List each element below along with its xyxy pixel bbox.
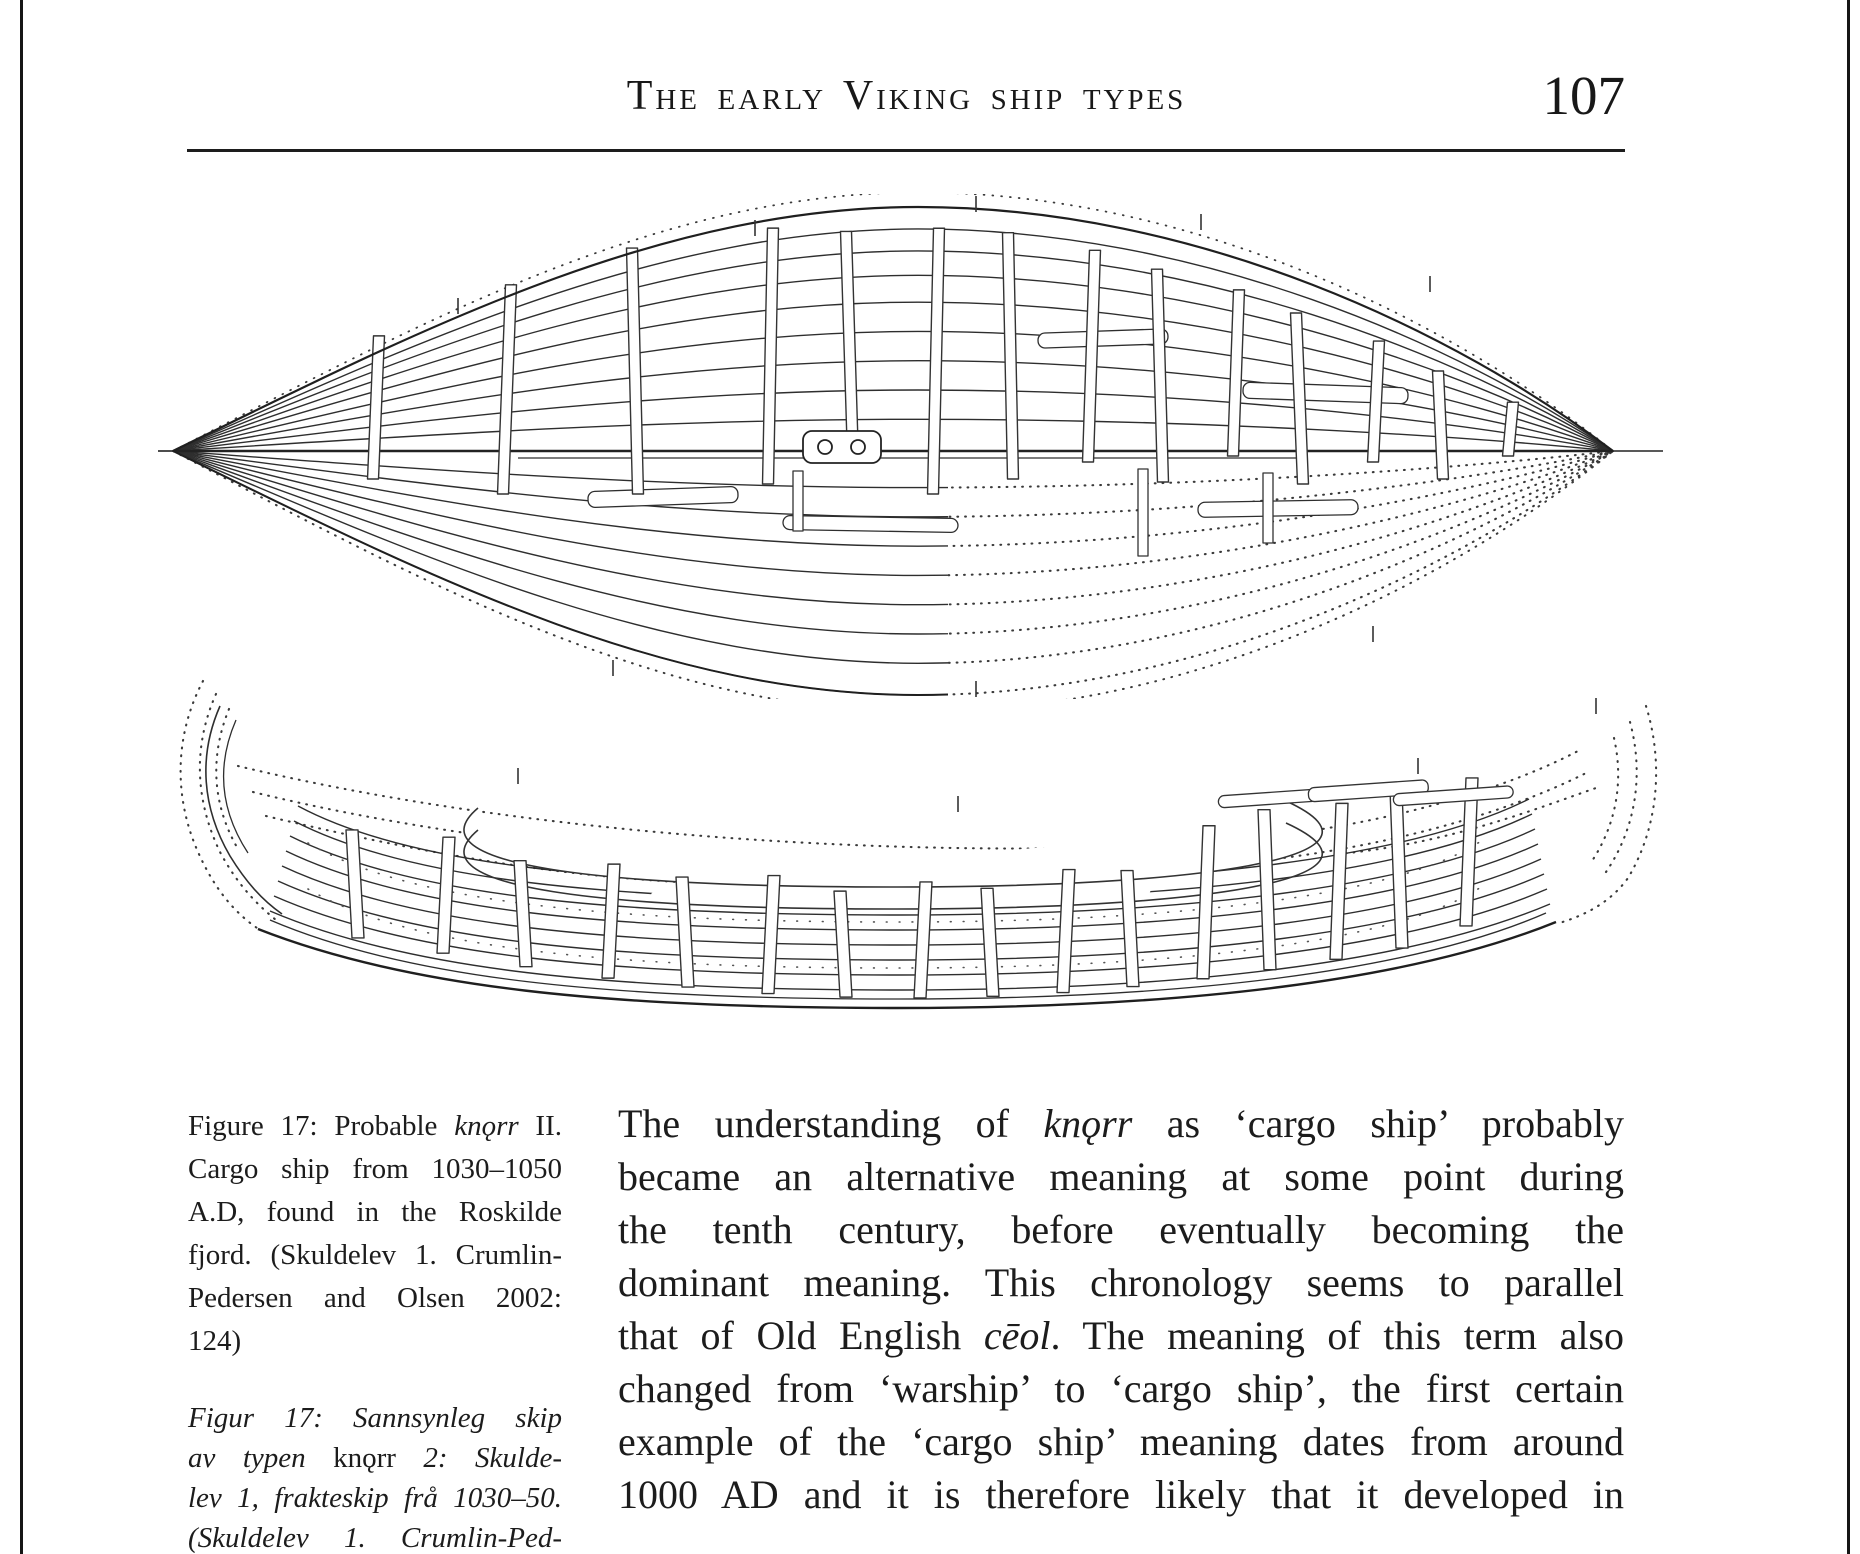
text-line: that of Old English cēol. The meaning of this term also	[618, 1313, 1625, 1358]
page-scan-border-left	[20, 0, 23, 1554]
ship-plan-view-drawing	[158, 194, 1668, 699]
text-line: Figur 17: Sannsynleg skip	[188, 1402, 562, 1434]
text-line: Cargo ship from 1030–1050	[188, 1153, 562, 1185]
page-number: 107	[1542, 65, 1625, 126]
text-line: 1000 AD and it is therefore likely that it developed in	[618, 1472, 1624, 1517]
text-line: became an alternative meaning at some point during	[618, 1154, 1624, 1199]
text-line: the tenth century, before eventually becoming the	[618, 1207, 1624, 1252]
text-line: (Skuldelev 1. Crumlin-Ped-	[188, 1522, 562, 1554]
text-line: lev 1, frakteskip frå 1030–50.	[188, 1482, 562, 1514]
text-line: A.D, found in the Roskilde	[188, 1196, 562, 1228]
text-line: The understanding of knǫrr as ‘cargo ship’ probably	[618, 1101, 1624, 1146]
body-paragraph	[618, 1097, 1624, 1521]
text-line: changed from ‘warship’ to ‘cargo ship’, the first certain	[618, 1366, 1624, 1411]
figure-caption-norwegian	[188, 1398, 562, 1554]
text-line: Figure 17: Probable knǫrr II.	[188, 1110, 562, 1142]
header-rule	[187, 149, 1625, 152]
page-title: The early Viking ship types	[626, 73, 1187, 119]
text-line: dominant meaning. This chronology seems to parallel	[618, 1260, 1624, 1305]
figure-caption-english	[188, 1105, 562, 1363]
text-line: fjord. (Skuldelev 1. Crumlin-	[188, 1239, 562, 1271]
text-line: 124)	[188, 1325, 242, 1357]
page-scan-border-right	[1847, 0, 1850, 1554]
text-line: example of the ‘cargo ship’ meaning dates from around	[618, 1419, 1624, 1464]
text-line: av typen knǫrr 2: Skulde-	[188, 1442, 562, 1474]
text-line: Pedersen and Olsen 2002:	[188, 1282, 562, 1314]
ship-side-view-drawing	[158, 676, 1678, 1028]
